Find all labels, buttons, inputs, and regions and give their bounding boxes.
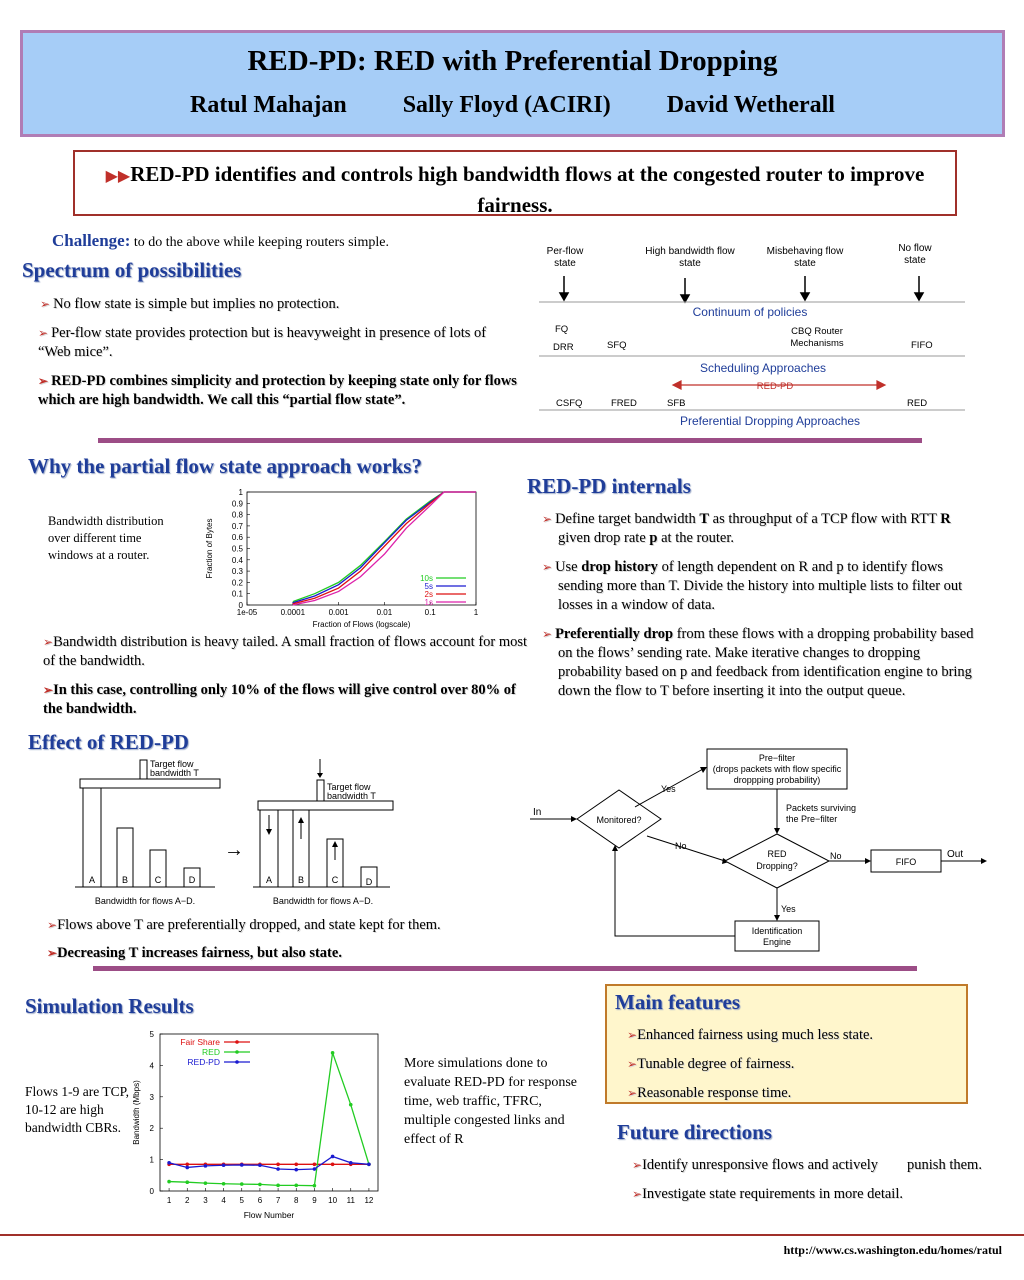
x-tick-label: 10 <box>328 1196 338 1205</box>
y-tick-label: 0.9 <box>231 499 243 509</box>
svg-text:droppping probability): droppping probability) <box>733 775 821 785</box>
series-point-Fair Share <box>276 1163 280 1167</box>
authors <box>23 92 1002 119</box>
legend-label: 10s <box>420 574 433 583</box>
target-label-left: Target flow <box>150 759 194 769</box>
svg-text:Yes: Yes <box>661 784 676 794</box>
spectrum-bullet-2 <box>38 324 518 362</box>
y-tick-label: 0.7 <box>231 521 243 531</box>
double-arrow-icon: ▶▶ <box>105 168 131 185</box>
svg-text:Dropping?: Dropping? <box>756 861 798 871</box>
feature-item: ➢Tunable degree of fairness. <box>627 1056 795 1072</box>
arrow-bullet-icon: ➢ <box>542 627 556 641</box>
series-point-RED-PD <box>367 1163 371 1167</box>
series-point-RED-PD <box>204 1164 208 1168</box>
svg-text:Yes: Yes <box>781 904 796 914</box>
series-line-2s <box>293 492 476 604</box>
x-tick-label: 6 <box>257 1196 263 1205</box>
main-features-box <box>605 984 968 1104</box>
x-tick-label: 5 <box>239 1196 244 1205</box>
arrow-bullet-icon: ➢ <box>47 946 58 960</box>
x-tick-label: 0.1 <box>424 608 436 617</box>
series-point-RED <box>294 1184 298 1188</box>
spectrum-bullet-3 <box>38 372 518 410</box>
x-axis-label: Fraction of Flows (logscale) <box>312 620 411 629</box>
x-tick-label: 7 <box>275 1196 281 1205</box>
series-line-1s <box>293 492 476 605</box>
y-tick-label: 0.5 <box>231 544 243 554</box>
arrow-bullet-icon: ➢ <box>47 918 58 932</box>
author-1: Ratul Mahajan <box>190 92 347 118</box>
future-item-1: ➢Identify unresponsive flows and actively punish them. <box>632 1157 982 1173</box>
summary-box <box>73 150 957 216</box>
cdf-chart <box>198 484 498 630</box>
flows-note: Flows 1-9 are TCP, 10-12 are high bandwidth CBRs. <box>25 1084 130 1135</box>
x-tick-label: 0.0001 <box>280 608 306 617</box>
future-title: Future directions <box>617 1120 772 1144</box>
svg-text:→: → <box>224 839 244 861</box>
y-axis-label: Fraction of Bytes <box>205 518 214 579</box>
y-tick-label: 1 <box>238 488 243 497</box>
sched-sfq: SFQ <box>607 340 627 351</box>
down-arrows <box>560 276 923 302</box>
series-point-RED <box>349 1103 353 1107</box>
svg-text:bandwidth T: bandwidth T <box>150 768 199 778</box>
sched-fifo: FIFO <box>911 340 933 351</box>
series-point-RED <box>222 1182 226 1186</box>
homepage-url[interactable]: http://www.cs.washington.edu/homes/ratul <box>783 1243 1002 1257</box>
series-point-RED-PD <box>313 1167 317 1171</box>
internals-bullet-3: ➢ Preferentially drop from these flows with a dropping probability based on the flows’ sending rate. Make iterative changes to dropping probability based on p and feedback from identification engine to bring down the flow to T before inserting it into the output queue. <box>542 626 974 699</box>
y-tick-label: 0 <box>238 601 243 610</box>
svg-text:Bandwidth for flows A−D.: Bandwidth for flows A−D. <box>272 896 374 906</box>
flowchart <box>525 745 995 955</box>
svg-text:bandwidth T: bandwidth T <box>327 791 376 801</box>
arrow-bullet-icon: ➢ <box>43 635 54 649</box>
arrow-bullet-icon: ➢ <box>38 374 52 388</box>
legend-label: 1s <box>424 598 433 607</box>
y-tick-label: 0 <box>149 1187 154 1196</box>
redpd-label: RED-PD <box>756 381 794 392</box>
series-point-RED <box>185 1180 189 1184</box>
continuum-diagram <box>535 238 975 433</box>
x-tick-label: 0.01 <box>376 608 393 617</box>
simulation-title: Simulation Results <box>25 994 194 1018</box>
series-point-RED <box>167 1180 171 1184</box>
internals-title: RED-PD internals <box>527 474 691 498</box>
series-point-RED <box>204 1181 208 1185</box>
y-tick-label: 0.8 <box>231 510 243 520</box>
x-tick-label: 9 <box>312 1196 317 1205</box>
svg-text:B: B <box>297 875 305 885</box>
svg-text:the Pre−filter: the Pre−filter <box>786 814 838 824</box>
internals-bullet-2: ➢ Use drop history of length dependent on R and p to identify flows sending more than T. Divide the history into multiple lists to filter out losses in a window of data. <box>542 559 963 613</box>
spectrum-bullet-text: No flow state is simple but implies no protection. <box>53 296 340 312</box>
y-tick-label: 2 <box>149 1124 154 1134</box>
main-features-title: Main features <box>615 990 741 1014</box>
series-point-RED-PD <box>331 1155 335 1159</box>
footer-rule <box>0 1234 1024 1236</box>
y-tick-label: 4 <box>149 1061 154 1071</box>
legend-marker <box>235 1050 239 1054</box>
label-per-flow: Per-flow state <box>546 246 584 269</box>
label-misbehaving: Misbehaving flow state <box>766 246 844 269</box>
svg-text:No: No <box>830 851 842 861</box>
spectrum-bullet-text: Per-flow state provides protection but is heavyweight in presence of lots of “Web mice”. <box>38 325 487 360</box>
y-tick-label: 0.6 <box>231 533 243 543</box>
x-tick-label: 12 <box>364 1196 374 1205</box>
spectrum-bullet-text: RED-PD combines simplicity and protection by keeping state only for flows which are high bandwidth. We call this “partial flow state”. <box>38 373 517 408</box>
svg-text:No: No <box>675 841 687 851</box>
x-tick-label: 11 <box>346 1196 355 1205</box>
bar-a-before <box>83 788 101 887</box>
spectrum-title: Spectrum of possibilities <box>22 258 242 282</box>
simulation-desc: More simulations done to evaluate RED-PD for response time, web traffic, TFRC, multiple congested links and effect of R <box>404 1056 578 1147</box>
drop-red: RED <box>907 398 928 409</box>
spectrum-bullet-1 <box>40 295 520 314</box>
series-point-RED <box>240 1182 244 1186</box>
legend-marker <box>235 1040 239 1044</box>
series-point-RED-PD <box>167 1161 171 1165</box>
legend-label: 5s <box>424 582 433 591</box>
challenge-text: to do the above while keeping routers simple. <box>130 235 389 250</box>
svg-text:Monitored?: Monitored? <box>596 815 642 825</box>
series-point-RED <box>313 1184 317 1188</box>
series-point-RED <box>276 1184 280 1188</box>
svg-text:Pre−filter: Pre−filter <box>758 753 796 763</box>
continuum-policies-title: Continuum of policies <box>692 305 808 319</box>
scheduling-title: Scheduling Approaches <box>699 361 827 375</box>
drop-fred: FRED <box>611 398 637 409</box>
arrow-bullet-icon: ➢ <box>542 560 556 574</box>
arrow-bullet-icon: ➢ <box>38 326 52 340</box>
sched-fq: FQ <box>555 324 569 335</box>
challenge <box>52 231 389 251</box>
svg-text:FIFO: FIFO <box>895 857 917 867</box>
series-point-RED-PD <box>185 1166 189 1170</box>
feature-item: ➢Reasonable response time. <box>627 1085 792 1101</box>
svg-text:In: In <box>533 807 542 818</box>
y-tick-label: 0.4 <box>231 555 243 565</box>
series-point-Fair Share <box>313 1163 317 1167</box>
series-point-RED-PD <box>258 1163 262 1167</box>
summary-text: RED-PD identifies and controls high bandwidth flows at the congested router to improve fairness. <box>130 162 925 217</box>
svg-text:Out: Out <box>947 849 964 860</box>
y-tick-label: 3 <box>149 1092 154 1102</box>
series-point-RED-PD <box>240 1163 244 1167</box>
series-point-RED-PD <box>222 1163 226 1167</box>
series-point-RED-PD <box>294 1168 298 1172</box>
why-title: Why the partial flow state approach works? <box>28 454 422 478</box>
cdf-plot-frame <box>247 492 476 605</box>
y-tick-label: 0.3 <box>231 567 243 577</box>
sched-drr: DRR <box>553 342 574 353</box>
x-tick-label: 8 <box>294 1196 299 1205</box>
label-high-bw: High bandwidth flow state <box>645 246 735 269</box>
y-axis-label: Bandwidth (Mbps) <box>132 1080 141 1145</box>
title-banner <box>20 30 1005 137</box>
svg-text:D: D <box>365 877 373 887</box>
series-line-RED-PD <box>169 1156 369 1169</box>
poster-title: RED-PD: RED with Preferential Dropping <box>247 45 778 77</box>
why-bullet-2 <box>43 681 536 719</box>
section-divider <box>93 966 917 971</box>
svg-text:A: A <box>88 875 96 885</box>
arrow-bullet-icon: ➢ <box>542 512 556 526</box>
effect-title: Effect of RED-PD <box>28 730 189 754</box>
internals-bullet-1: ➢ Define target bandwidth T as throughput of a TCP flow with RTT R given drop rate p at the router. <box>542 511 951 546</box>
legend-marker <box>235 1060 239 1064</box>
why-caption: Bandwidth distribution over different time windows at a router. <box>48 514 164 562</box>
label-no-flow: No flow state <box>898 243 932 266</box>
series-point-Fair Share <box>331 1163 335 1167</box>
simulation-chart <box>128 1022 396 1224</box>
series-point-Fair Share <box>185 1163 189 1167</box>
challenge-label: Challenge: <box>52 231 131 250</box>
series-line-RED <box>169 1053 369 1186</box>
svg-text:Bandwidth for flows A−D.: Bandwidth for flows A−D. <box>94 896 196 906</box>
effect-diagram <box>70 757 400 909</box>
feature-item: ➢Enhanced fairness using much less state. <box>627 1027 874 1043</box>
x-tick-label: 4 <box>221 1196 226 1205</box>
section-divider <box>98 438 922 443</box>
series-point-RED <box>331 1051 335 1055</box>
why-bullet-text: In this case, controlling only 10% of the flows will give control over 80% of the bandwidth. <box>43 682 516 717</box>
y-tick-label: 0.1 <box>231 589 243 599</box>
effect-bullet-1: ➢Flows above T are preferentially dropped, and state kept for them. <box>47 917 441 933</box>
sched-cbq: CBQ Router Mechanisms <box>790 326 844 349</box>
author-2: Sally Floyd (ACIRI) <box>402 92 611 118</box>
svg-text:Engine: Engine <box>762 937 792 947</box>
x-axis-label: Flow Number <box>243 1210 295 1220</box>
series-point-RED <box>258 1183 262 1187</box>
x-tick-label: 1e-05 <box>236 608 258 617</box>
future-item-2: ➢Investigate state requirements in more detail. <box>632 1186 903 1202</box>
svg-text:Identification: Identification <box>751 926 803 936</box>
series-point-RED-PD <box>276 1167 280 1171</box>
svg-text:D: D <box>188 875 196 885</box>
x-tick-label: 3 <box>203 1196 208 1205</box>
svg-text:A: A <box>265 875 273 885</box>
x-tick-label: 1 <box>166 1196 172 1205</box>
svg-text:C: C <box>331 875 339 885</box>
drop-sfb: SFB <box>667 398 686 409</box>
svg-text:RED: RED <box>767 849 787 859</box>
series-point-RED-PD <box>349 1161 353 1165</box>
dropping-title: Preferential Dropping Approaches <box>679 414 861 428</box>
svg-text:Target flow: Target flow <box>327 782 371 792</box>
legend-label: Fair Share <box>180 1037 220 1047</box>
legend-label: RED <box>202 1047 220 1057</box>
arrow-bullet-icon: ➢ <box>43 683 54 697</box>
x-tick-label: 2 <box>185 1196 190 1205</box>
author-3: David Wetherall <box>666 92 835 118</box>
svg-text:B: B <box>121 875 129 885</box>
legend-label: RED-PD <box>187 1057 220 1067</box>
svg-text:Packets surviving: Packets surviving <box>786 803 857 813</box>
why-bullet-text: Bandwidth distribution is heavy tailed. A small fraction of flows account for most of the bandwidth. <box>43 634 528 669</box>
x-tick-label: 1 <box>473 608 479 617</box>
svg-text:(drops packets with flow speci: (drops packets with flow specific <box>712 764 842 774</box>
x-tick-label: 0.001 <box>328 608 349 617</box>
series-point-Fair Share <box>294 1163 298 1167</box>
svg-text:C: C <box>154 875 162 885</box>
drop-csfq: CSFQ <box>556 398 583 409</box>
arrow-bullet-icon: ➢ <box>40 297 54 311</box>
y-tick-label: 1 <box>149 1155 154 1165</box>
effect-bullet-2: ➢Decreasing T increases fairness, but also state. <box>47 945 342 961</box>
y-tick-label: 0.2 <box>231 578 243 588</box>
legend-label: 2s <box>424 590 433 599</box>
why-bullet-1 <box>43 633 536 671</box>
y-tick-label: 5 <box>149 1030 154 1039</box>
